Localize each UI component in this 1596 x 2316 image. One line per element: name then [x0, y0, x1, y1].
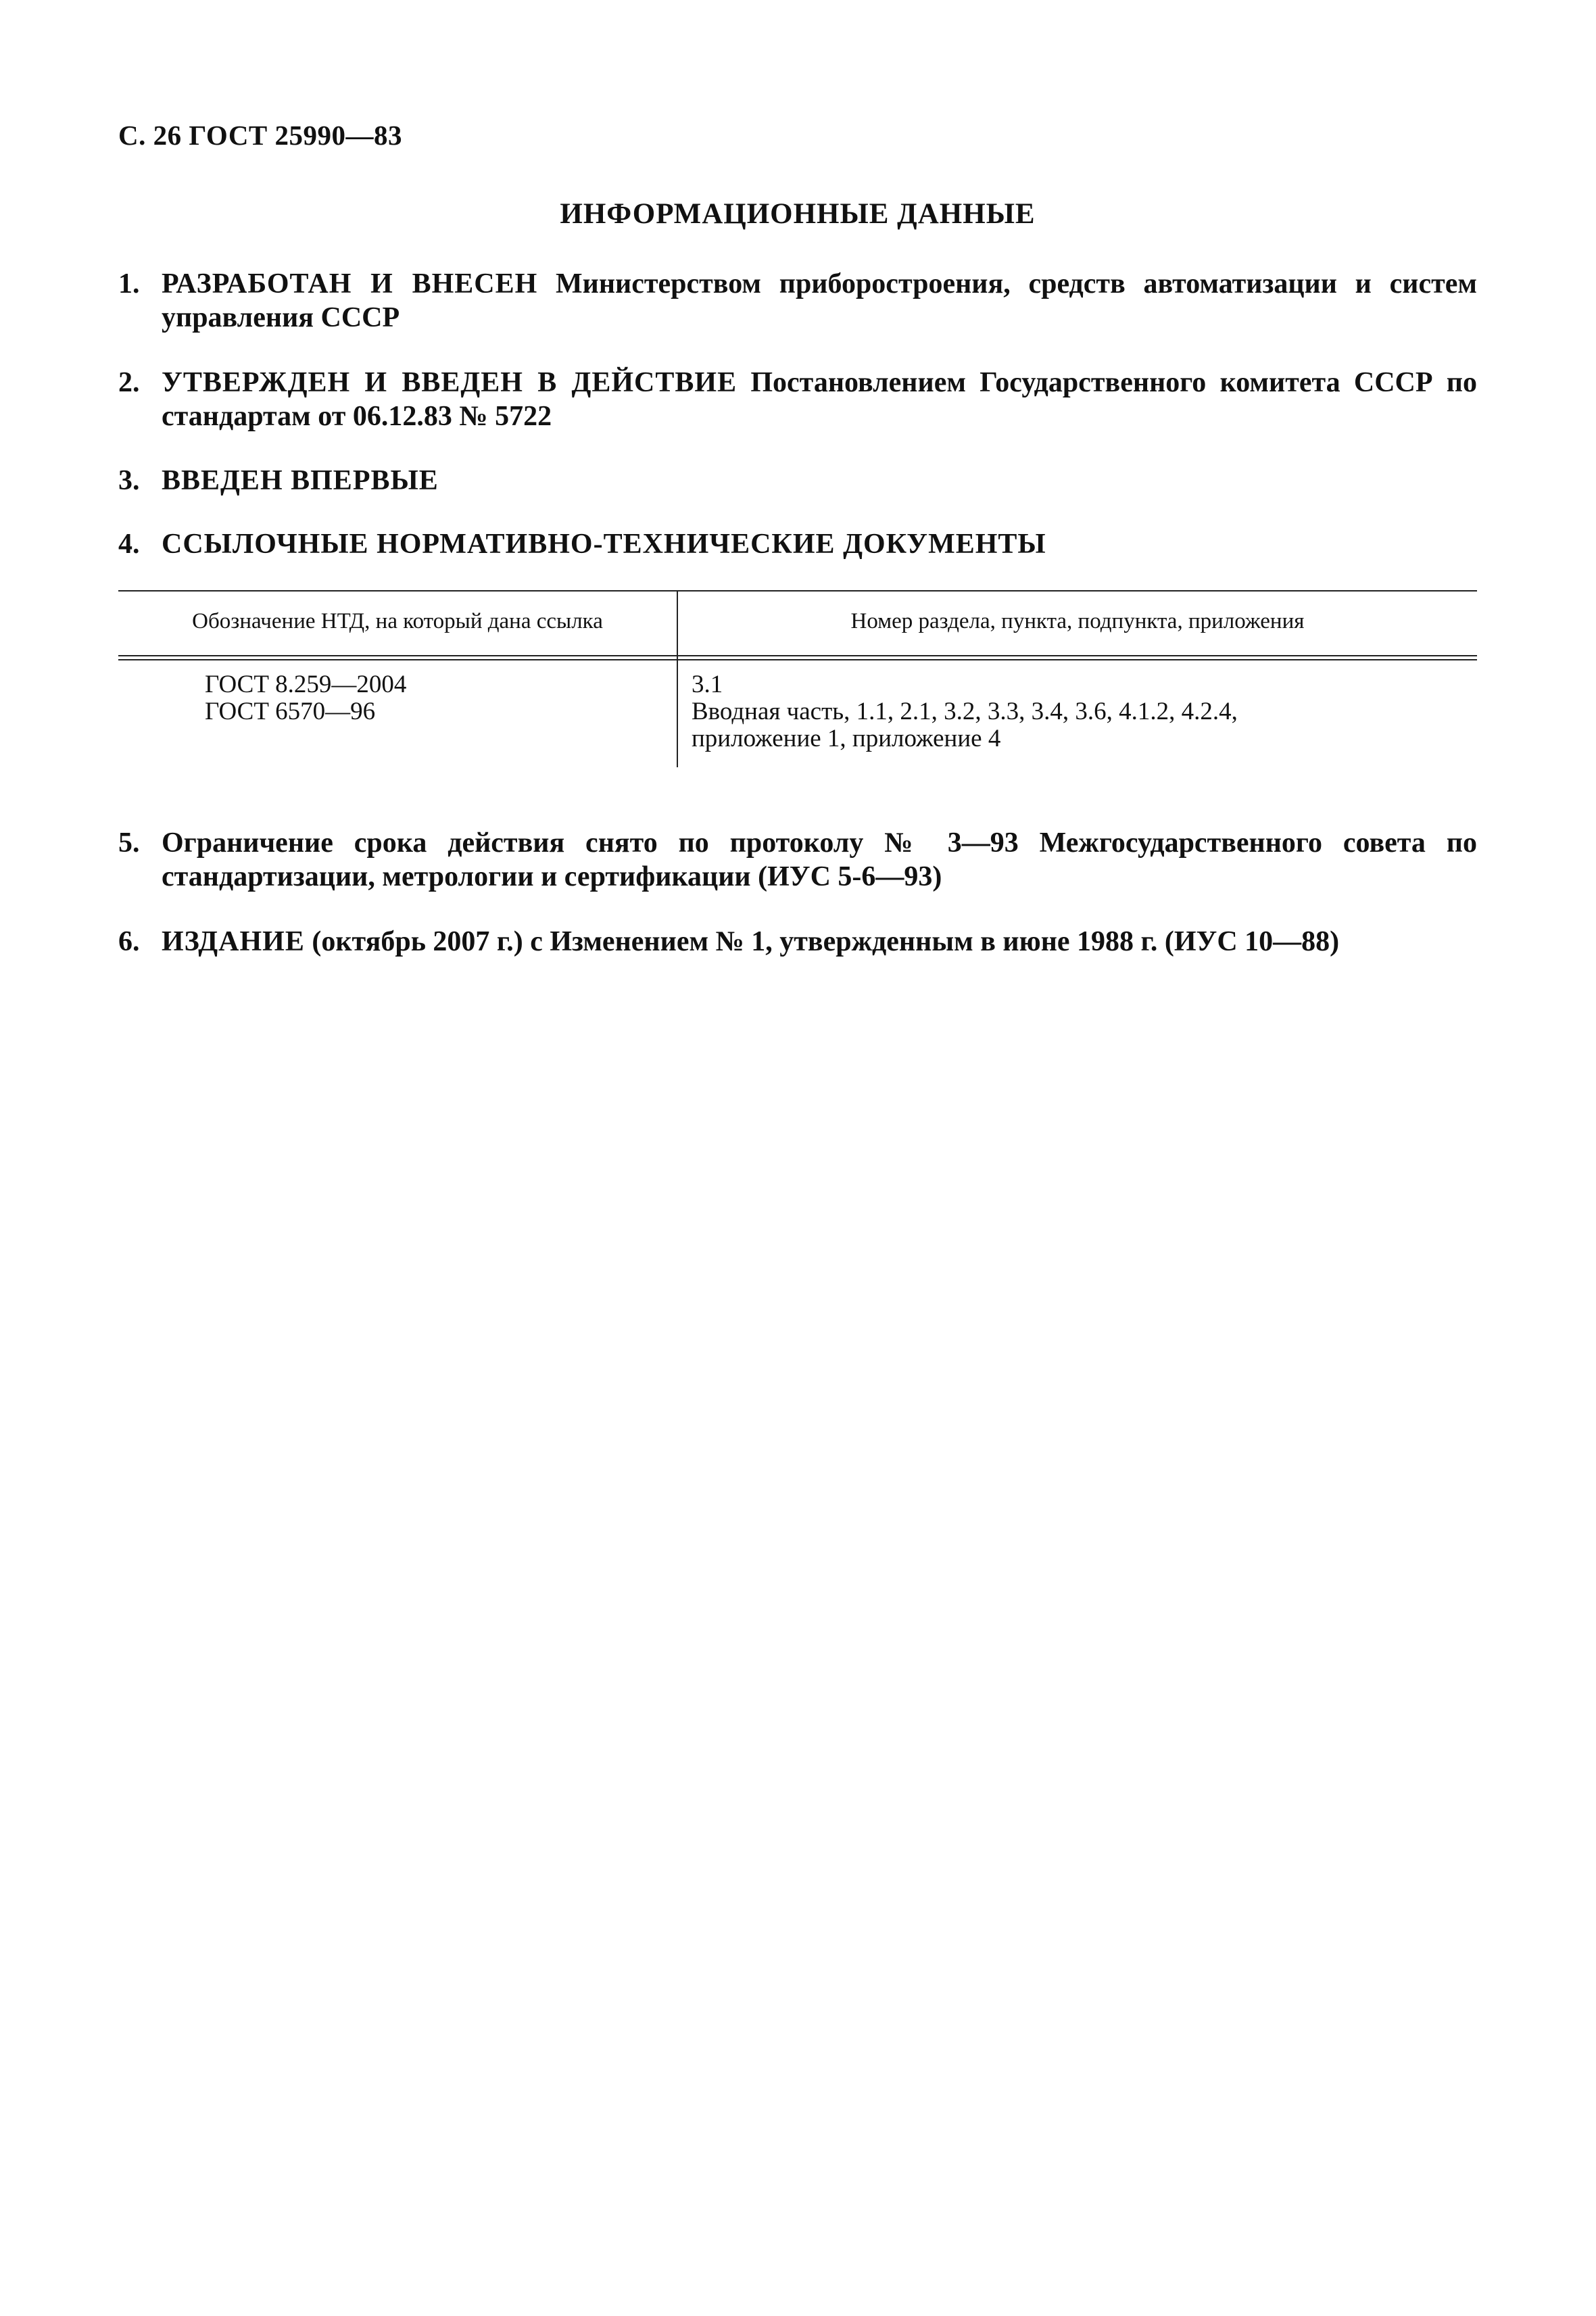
item-caps: УТВЕРЖДЕН И ВВЕДЕН В ДЕЙСТВИЕ — [162, 367, 737, 398]
table-reference-entry: приложение 1, приложение 4 — [692, 725, 1001, 752]
table-header-document: Обозначение НТД, на который дана ссылка — [192, 609, 603, 633]
item-2 — [118, 366, 1477, 433]
table-reference-entry: 3.1 — [692, 671, 723, 698]
item-number: 4. — [118, 529, 140, 560]
table-reference-entry: Вводная часть, 1.1, 2.1, 3.2, 3.3, 3.4, 3.6, 4.1.2, 4.2.4, — [692, 698, 1238, 725]
item-body: (октябрь 2007 г.) с Изменением № 1, утвержденным в июне 1988 г. (ИУС 10—88) — [304, 926, 1340, 957]
item-caps: ВВЕДЕН ВПЕРВЫЕ — [162, 465, 439, 496]
item-body: Ограничение срока действия снято по протоколу № 3—93 Межгосударственного совета по стандартизации, метрологии и сертификации (ИУС 5-6—93) — [162, 827, 1477, 892]
item-number: 6. — [118, 926, 140, 957]
item-5 — [118, 826, 1477, 894]
item-text — [162, 527, 1477, 561]
item-3 — [118, 464, 1477, 498]
item-text — [162, 267, 1477, 335]
item-1 — [118, 267, 1477, 335]
page-header: С. 26 ГОСТ 25990—83 — [118, 120, 403, 151]
table-document-entry: ГОСТ 8.259—2004 — [205, 671, 407, 698]
item-text — [162, 925, 1477, 959]
table-document-entry: ГОСТ 6570—96 — [205, 698, 376, 725]
section-title: ИНФОРМАЦИОННЫЕ ДАННЫЕ — [560, 198, 1036, 230]
item-number: 5. — [118, 827, 140, 859]
item-number: 2. — [118, 367, 140, 398]
item-number: 1. — [118, 268, 140, 299]
item-caps: ИЗДАНИЕ — [162, 926, 305, 957]
item-body: Министерством приборостроения, средств автоматизации и систем управления СССР — [162, 268, 1477, 333]
reference-table — [118, 590, 1477, 767]
table-references-cell — [692, 671, 1238, 752]
item-body: Постановлением Государственного комитета СССР по стандартам от 06.12.83 № 5722 — [162, 367, 1477, 432]
item-text — [162, 826, 1477, 894]
item-caps: РАЗРАБОТАН И ВНЕСЕН — [162, 268, 538, 299]
table-top-rule — [118, 590, 1477, 592]
table-header-rule — [118, 655, 1477, 660]
item-caps: ССЫЛОЧНЫЕ НОРМАТИВНО-ТЕХНИЧЕСКИЕ ДОКУМЕНТЫ — [162, 529, 1046, 560]
item-text — [162, 366, 1477, 433]
table-documents-cell — [205, 671, 406, 725]
item-text — [162, 464, 1477, 498]
item-4 — [118, 527, 1477, 561]
item-number: 3. — [118, 465, 140, 496]
item-6 — [118, 925, 1477, 959]
table-header-section: Номер раздела, пункта, подпункта, приложения — [850, 609, 1305, 633]
